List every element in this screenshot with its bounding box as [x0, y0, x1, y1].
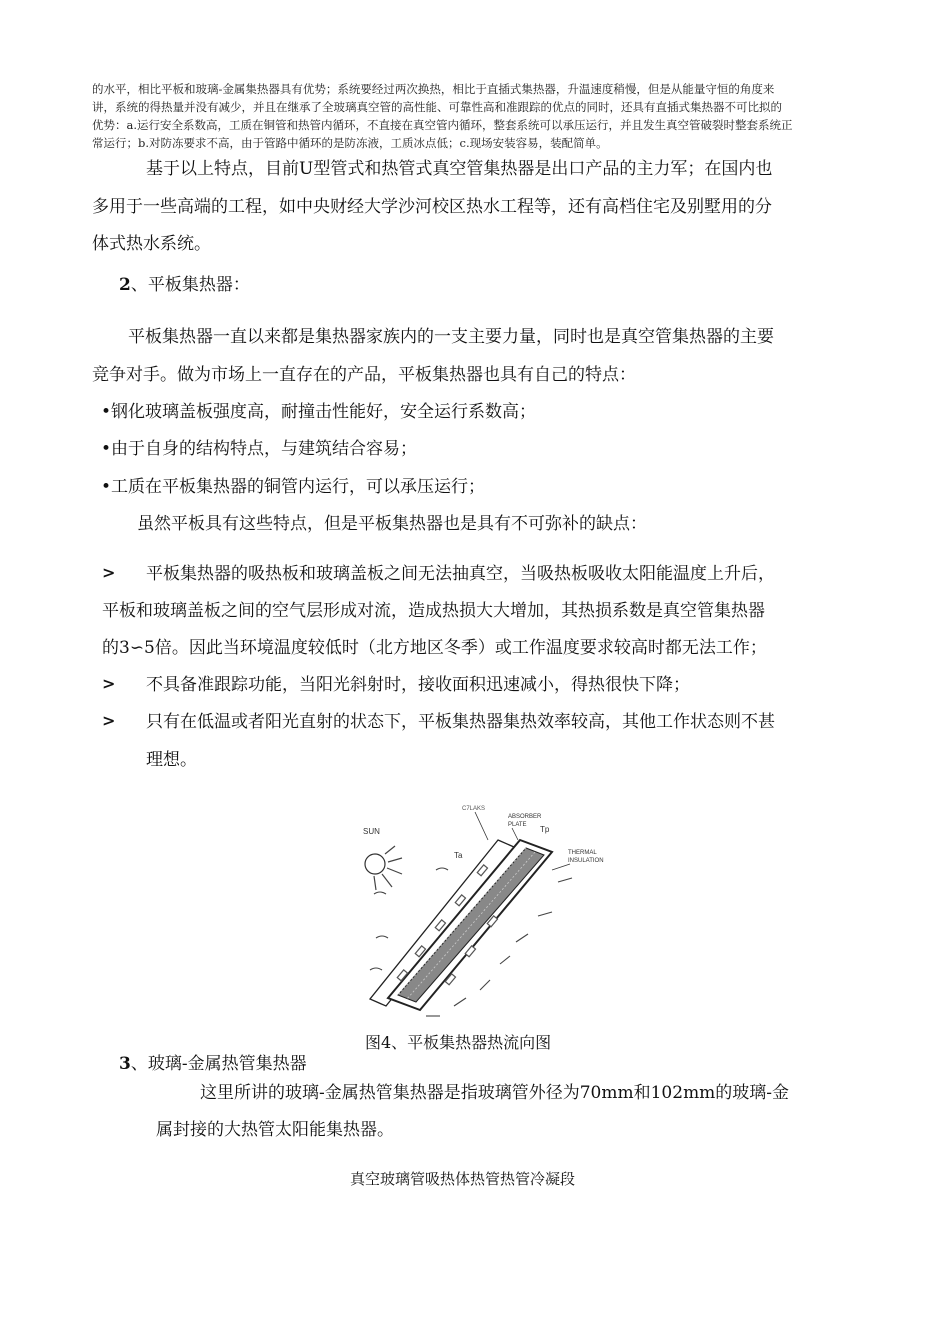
ta-label: Ta	[454, 851, 463, 860]
feature-item: •钢化玻璃盖板强度高，耐撞击性能好，安全运行系数高；	[101, 402, 537, 422]
absorber-label: ABSORBER	[508, 814, 542, 820]
section-heading-3	[119, 1052, 307, 1076]
intro-line: 常运行；b.对防冻要求不高，由于管路中循环的是防冻液，工质冰点低；c.现场安装容易，装配简单。	[92, 136, 608, 150]
sun-icon	[365, 846, 402, 890]
section-title: 、平板集热器：	[130, 275, 250, 295]
section-title: 、玻璃-金属热管集热器	[130, 1054, 307, 1074]
collector-diagram	[330, 770, 630, 1025]
para1-line: 多用于一些高端的工程，如中央财经大学沙河校区热水工程等，还有高档住宅及别墅用的分	[92, 197, 772, 217]
drawback-line: 的3∽5倍。因此当环境温度较低时（北方地区冬季）或工作温度要求较高时都无法工作；	[102, 638, 767, 658]
section-heading-2	[119, 273, 250, 297]
para2-line: 竞争对手。做为市场上一直存在的产品，平板集热器也具有自己的特点：	[92, 365, 636, 385]
insulation-label: INSULATION	[568, 858, 604, 864]
para1-line: 基于以上特点，目前U型管式和热管式真空管集热器是出口产品的主力军；在国内也	[146, 159, 773, 179]
drawback-line: 只有在低温或者阳光直射的状态下，平板集热器集热效率较高，其他工作状态则不甚	[146, 712, 775, 732]
para4-line: 属封接的大热管太阳能集热器。	[156, 1120, 394, 1140]
drawback-line: 平板和玻璃盖板之间的空气层形成对流，造成热损大大增加，其热损系数是真空管集热器	[102, 601, 765, 621]
intro-line: 的水平，相比平板和玻璃-金属集热器具有优势；系统要经过两次换热，相比于直插式集热器，升温速度稍慢，但是从能量守恒的角度来	[92, 82, 775, 96]
intro-line: 讲，系统的得热量并没有减少，并且在继承了全玻璃真空管的高性能、可靠性高和准跟踪的优点的同时，还具有直插式集热器不可比拟的	[92, 100, 782, 114]
feature-item: •由于自身的结构特点，与建筑结合容易；	[101, 439, 418, 459]
list-marker: >	[102, 563, 116, 582]
intro-paragraph	[92, 80, 862, 152]
list-marker: >	[102, 711, 116, 730]
sun-label: SUN	[363, 827, 380, 836]
list-marker: >	[102, 674, 116, 693]
plate-label: PLATE	[508, 822, 527, 828]
subfigure-label: 真空玻璃管吸热体热管热管冷凝段	[350, 1170, 576, 1188]
section-number: 2	[119, 275, 131, 295]
tp-label: Tp	[540, 825, 550, 834]
para1-line: 体式热水系统。	[92, 234, 211, 254]
glass-label: C7LAKS	[462, 806, 486, 812]
drawback-line: 理想。	[146, 750, 197, 770]
para4-line: 这里所讲的玻璃-金属热管集热器是指玻璃管外径为70mm和102mm的玻璃-金	[200, 1083, 790, 1103]
section-number: 3	[119, 1054, 131, 1074]
intro-line: 优势：a.运行安全系数高，工质在铜管和热管内循环，不直接在真空管内循环，整套系统可以承压运行，并且发生真空管破裂时整套系统正	[92, 118, 793, 132]
feature-item: •工质在平板集热器的铜管内运行，可以承压运行；	[101, 477, 486, 497]
drawback-line: 不具备准跟踪功能，当阳光斜射时，接收面积迅速减小，得热很快下降；	[146, 675, 690, 695]
drawback-line: 平板集热器的吸热板和玻璃盖板之间无法抽真空，当吸热板吸收太阳能温度上升后，	[146, 564, 775, 584]
collector-panel	[370, 840, 552, 1010]
para3: 虽然平板具有这些特点，但是平板集热器也是具有不可弥补的缺点：	[137, 514, 647, 534]
figure-caption: 图4、平板集热器热流向图	[365, 1033, 552, 1052]
para2-line: 平板集热器一直以来都是集热器家族内的一支主要力量，同时也是真空管集热器的主要	[128, 327, 774, 347]
thermal-label: THERMAL	[568, 850, 597, 856]
